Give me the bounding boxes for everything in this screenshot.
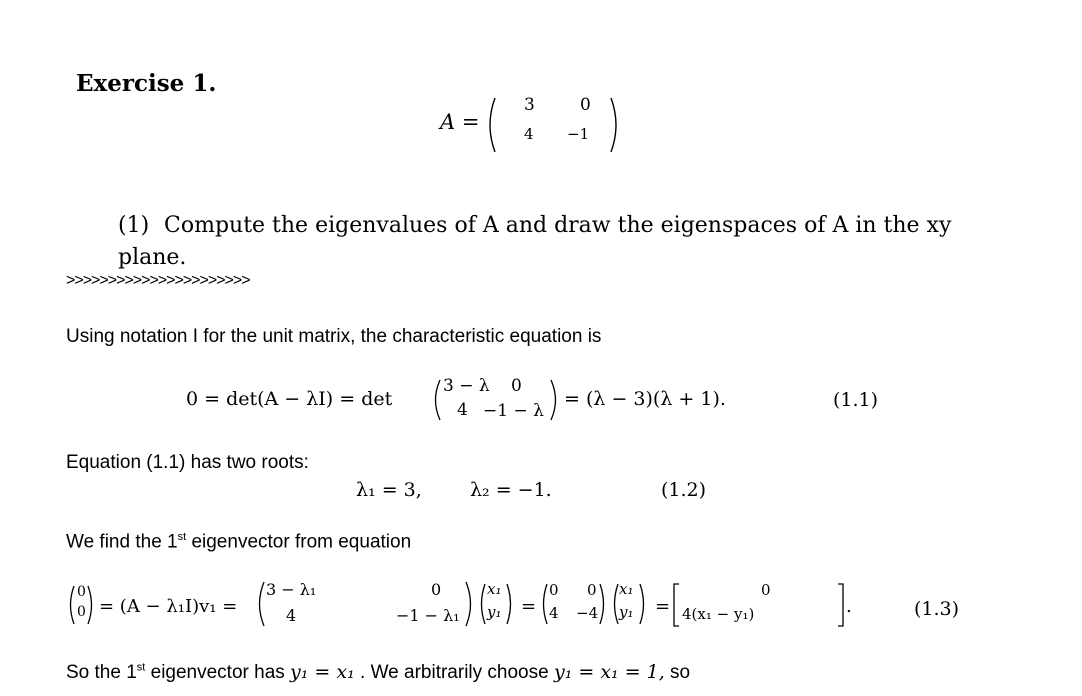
eq-1-3-matrix1-cell-11: 3 − λ₁ [266, 580, 317, 599]
eq-1-3-matrix2-right-paren [598, 582, 608, 626]
matrix-a-label: A = [440, 110, 480, 134]
eq-1-3-matrix2-left-paren [539, 582, 549, 626]
eq-1-3-result-1: 0 [761, 581, 771, 599]
conclusion-mid: . We arbitrarily choose [354, 662, 554, 683]
eq-1-3-zero-vec-1: 0 [77, 584, 86, 600]
conclusion-end: so [664, 662, 691, 683]
eigvec-intro-before: We find the 1 [66, 531, 178, 553]
eigvec-intro-superscript: st [177, 531, 187, 543]
eq-1-3-matrix2-cell-12: 0 [587, 581, 597, 599]
eq-1-3-vec1-y: y₁ [487, 603, 502, 621]
eq-1-3-result-2: 4(x₁ − y₁) [682, 605, 755, 623]
question-body: Compute the eigenvalues of A and draw the eigenspaces of A in the xy plane. [118, 213, 952, 270]
eq-1-2-root2: λ₂ = −1. [470, 479, 552, 501]
eq-1-1-cell-21: 4 [457, 400, 468, 420]
conclusion-math-2: y₁ = x₁ = 1, [553, 661, 665, 683]
eq-1-3-eq-sign-2: = [655, 596, 671, 617]
separator: >>>>>>>>>>>>>>>>>>>>>> [66, 272, 250, 289]
eq-1-3-matrix1-cell-21: 4 [286, 606, 297, 625]
eq-1-1-lhs: 0 = det(A − λI) = det [186, 388, 393, 410]
eq-1-3-matrix2-cell-22: −4 [576, 604, 599, 622]
matrix-a-cell-11: 3 [524, 95, 535, 115]
eq-1-3-vec1-left-paren [477, 582, 487, 626]
eq-1-3-matrix2-cell-21: 4 [549, 604, 559, 622]
matrix-a-cell-12: 0 [580, 95, 591, 115]
eq-1-3-mid: = (A − λ₁I)v₁ = [99, 596, 238, 617]
matrix-a-left-paren [483, 96, 497, 154]
roots-intro-text: Equation (1.1) has two roots: [66, 452, 309, 473]
eq-1-3-vec1-x: x₁ [487, 580, 502, 598]
conclusion-math-1: y₁ = x₁ [290, 661, 355, 683]
eq-1-1-rhs: = (λ − 3)(λ + 1). [564, 388, 726, 410]
eq-1-2-number: (1.2) [661, 479, 707, 501]
matrix-a-cell-22: −1 [567, 125, 590, 143]
eq-1-3-result-right-bracket [836, 582, 846, 628]
eq-1-2-root1: λ₁ = 3, [356, 479, 422, 501]
eq-1-1-right-paren [549, 378, 561, 422]
eq-1-1-left-paren [430, 378, 442, 422]
eq-1-3-matrix1-cell-12: 0 [431, 580, 442, 599]
eq-1-3-vec1-right-paren [505, 582, 515, 626]
conclusion-superscript: st [136, 661, 146, 674]
eq-1-1-cell-12: 0 [511, 376, 522, 396]
eq-1-3-matrix1-left-paren [254, 580, 266, 628]
eq-1-3-zero-vec-left-paren [66, 584, 76, 626]
eigvec-intro-after: eigenvector from equation [186, 531, 412, 553]
eq-1-3-zero-vec-right-paren [86, 584, 96, 626]
question-number: (1) [118, 213, 150, 238]
eq-1-3-vec2-x: x₁ [619, 580, 634, 598]
eq-1-3-result-left-bracket [671, 582, 681, 628]
eq-1-1-cell-11: 3 − λ [443, 376, 490, 396]
matrix-a-right-paren [609, 96, 623, 154]
eq-1-1-cell-22: −1 − λ [483, 401, 544, 421]
conclusion-before: So the 1 [66, 662, 137, 683]
eq-1-3-vec2-right-paren [638, 582, 648, 626]
eq-1-3-matrix1-cell-22: −1 − λ₁ [396, 606, 460, 625]
eq-1-3-vec2-y: y₁ [619, 603, 634, 621]
eq-1-3-matrix2-cell-11: 0 [549, 581, 559, 599]
question [118, 210, 998, 274]
matrix-a-cell-21: 4 [524, 125, 534, 143]
eq-1-3-number: (1.3) [914, 598, 960, 620]
intro-text: Using notation I for the unit matrix, the characteristic equation is [66, 326, 602, 347]
eq-1-3-eq-sign: = [521, 596, 537, 617]
conclusion [66, 661, 690, 684]
eq-1-3-trailing: . [846, 596, 852, 617]
eigvec-intro [66, 531, 411, 553]
eq-1-1-number: (1.1) [833, 389, 879, 411]
eq-1-3-matrix1-right-paren [464, 580, 476, 628]
conclusion-after: eigenvector has [145, 662, 291, 683]
eq-1-3-zero-vec-2: 0 [77, 604, 86, 620]
exercise-title: Exercise 1. [76, 70, 217, 97]
